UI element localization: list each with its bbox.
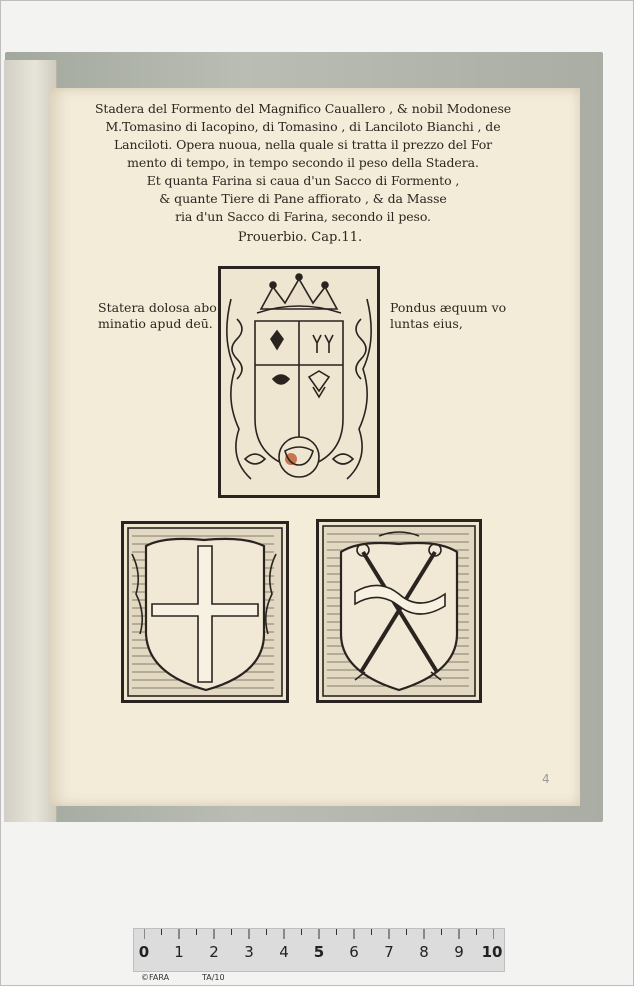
title-line: mento di tempo, in tempo secondo il peso della Stadera. [127,155,479,170]
ruler-number: 5 [313,943,325,961]
cross-shield-woodcut [121,521,289,703]
ruler-brand: ©FARA [141,973,170,982]
ruler-numbers [134,943,504,965]
ruler-number: 7 [384,943,394,961]
ruler-code: TA/10 [202,973,225,982]
title-line: Stadera del Formento del Magnifico Cauallero , & nobil Modonese [94,101,512,116]
right-motto [390,300,506,332]
crowned-coat-of-arms-woodcut [218,266,380,498]
title-line: & quante Tiere di Pane affiorato , & da Masse [159,191,447,206]
cross-shield-illustration [124,524,286,700]
title-line: ria d'un Sacco di Farina, secondo il peso. [175,209,431,224]
title-block [94,100,512,226]
ruler-number: 0 [138,943,150,961]
ruler-number: 2 [209,943,219,961]
ruler-number: 1 [174,943,184,961]
proverb-heading: Prouerbio. Cap.11. [237,230,363,245]
ruler-number: 4 [279,943,289,961]
crossed-staves-illustration [319,522,479,700]
ruler-number: 6 [349,943,359,961]
ruler-number: 10 [481,943,503,961]
right-motto-line: Pondus æquum vo [390,300,507,315]
left-motto-line: Statera dolosa abo [98,300,217,315]
title-line: Lanciloti. Opera nuoua, nella quale si tratta il prezzo del For [113,137,493,152]
ruler-number: 3 [244,943,254,961]
right-motto-line: luntas eius, [390,316,463,331]
title-line: M.Tomasino di Iacopino, di Tomasino , di Lanciloto Bianchi , de [105,119,501,134]
left-motto [98,300,217,332]
ruler-number: 8 [419,943,429,961]
crossed-staves-shield-woodcut [316,519,482,703]
ruler-number: 9 [454,943,464,961]
measurement-ruler [133,928,505,982]
title-line: Et quanta Farina si caua d'un Sacco di Formento , [146,173,460,188]
crowned-arms-illustration [221,269,377,495]
pencil-folio-number: 4 [542,772,550,786]
left-motto-line: minatio apud deū. [98,316,213,331]
ruler-ticks [144,929,494,939]
